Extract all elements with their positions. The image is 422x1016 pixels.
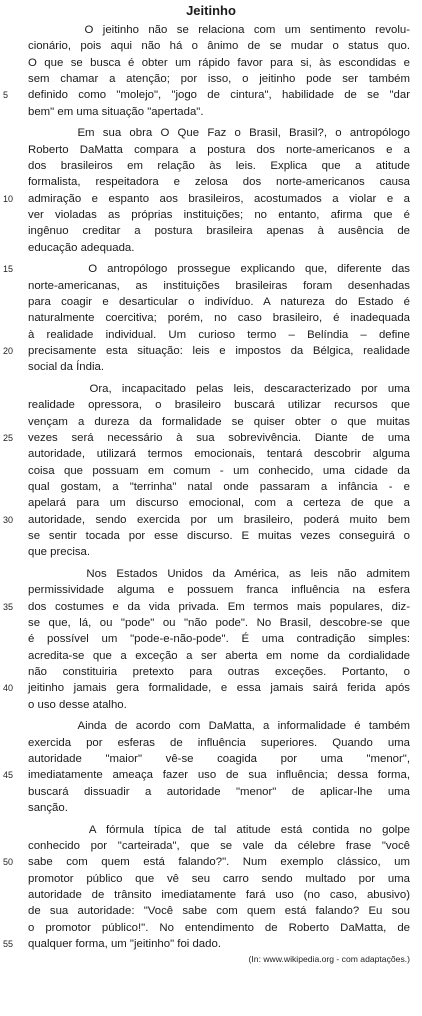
text-line: precisamente esta situação: leis e impostos da Bélgica, realidade xyxy=(28,345,410,358)
text-line: Nos Estados Unidos da América, as leis não admitem xyxy=(28,568,410,580)
text-line: dos brasileiros em relação às leis. Explica que a atitude xyxy=(28,160,410,172)
text-line: autoridade "maior" vê-se coagida por uma "menor", xyxy=(28,753,410,766)
text-line: buscará dissuadir a autoridade "menor" de aplicar-lhe uma xyxy=(28,785,410,798)
text-line: ingênuo creditar a postura brasileira apenas à ausência de xyxy=(28,225,410,238)
text-line: de sua autoridade: "Você sabe com quem está falando? Eu sou xyxy=(28,905,410,918)
text-line: apelará para um discurso emocional, com a certeza de que a xyxy=(28,497,410,510)
text-line: coisa que possuam em comum - um conhecido, uma cidade da xyxy=(28,464,410,477)
text-line: bem" em uma situação "apertada". xyxy=(28,105,204,118)
text-line: vençam a dureza da formalidade se quiser obter o que muitas xyxy=(28,415,410,428)
line-number: 35 xyxy=(3,601,14,612)
text-line: social da Índia. xyxy=(28,361,104,374)
line-number: 10 xyxy=(3,193,14,204)
text-line: cionário, pois aqui não há o ânimo de se mudar o status quo. xyxy=(28,40,410,53)
text-line: sabe com quem está falando?". Num exemplo clássico, um xyxy=(28,856,410,869)
text-line: o promotor público!". No entendimento de Roberto DaMatta, de xyxy=(28,921,410,934)
line-number: 20 xyxy=(3,346,14,357)
line-number: 15 xyxy=(3,264,14,275)
citation: (In: www.wikipedia.org - com adaptações.) xyxy=(248,954,410,965)
text-line: não constituiria pretexto para outras exceções. Portanto, o xyxy=(28,666,410,679)
text-line: ver violadas as próprias instituições; no entanto, afirma que é xyxy=(28,209,410,222)
text-line: se que, lá, ou "pode" ou "não pode". No Brasil, descobre-se que xyxy=(28,617,410,630)
text-line: O que se busca é obter um rápido favor para si, às escondidas e xyxy=(28,56,410,69)
text-line: definido como "molejo", "jogo de cintura", habilidade de se "dar xyxy=(28,89,410,102)
text-line: vezes será necessário à sua sobrevivência. Diante de uma xyxy=(28,432,410,444)
text-line: qual gostam, a "terrinha" natal onde passaram a infância - e xyxy=(28,481,410,494)
text-line: admiração e espanto aos brasileiros, acostumados a violar e a xyxy=(28,192,410,205)
text-line: promotor público que vê seu carro sendo multado por uma xyxy=(28,872,410,885)
text-line: é possível um "pode-e-não-pode". É uma contradição simples: xyxy=(28,633,410,646)
text-line: educação adequada. xyxy=(28,241,135,254)
line-number: 45 xyxy=(3,770,14,781)
text-line: o uso desse atalho. xyxy=(28,698,127,711)
text-line: imediatamente ameaça fazer uso de sua influência; dessa forma, xyxy=(28,769,410,782)
text-line: norte-americanas, as instituições brasileiras foram desenhadas xyxy=(28,279,410,292)
closing-line: qualquer forma, um "jeitinho" foi dado. xyxy=(28,938,221,951)
text-line: à realidade individual. Um curioso termo – Belíndia – define xyxy=(28,328,410,341)
text-line: A fórmula típica de tal atitude está contida no golpe xyxy=(28,823,410,836)
line-number: 25 xyxy=(3,433,14,443)
line-number: 5 xyxy=(3,90,9,101)
text-line: autoridade de trânsito imediatamente fará uso (no caso, abusivo) xyxy=(28,889,410,902)
text-line: jeitinho jamais gera formalidade, e essa jamais sairá ferida após xyxy=(28,682,410,695)
text-line: acredita-se que a exceção a ser aberta em nome da cordialidade xyxy=(28,649,410,662)
line-number: 30 xyxy=(3,514,14,525)
text-line: autoridade, sendo exercida por um brasileiro, poderá muito bem xyxy=(28,513,410,526)
line-number: 55 xyxy=(3,939,14,950)
text-line: conhecido por "carteirada", que se vale da célebre frase "você xyxy=(28,840,410,852)
text-line: Em sua obra O Que Faz o Brasil, Brasil?, o antropólogo xyxy=(28,127,410,140)
text-line: sanção. xyxy=(28,802,68,815)
text-line: que precisa. xyxy=(28,546,91,559)
text-line: autoridade, utilizará termos emocionais, tentará descobrir alguma xyxy=(28,448,410,461)
text-line: Ora, incapacitado pelas leis, descaracterizado por uma xyxy=(28,382,410,395)
text-line: naturalmente coercitiva; porém, no caso brasileiro, é inadequada xyxy=(28,312,410,325)
text-line: exercida por esferas de influência superiores. Quando uma xyxy=(28,736,410,749)
text-line: Ainda de acordo com DaMatta, a informalidade é também xyxy=(28,720,410,733)
text-line: permissividade alguma e possuem franca influência na esfera xyxy=(28,584,410,597)
text-line: sem chamar a atenção; por isso, o jeitinho pode ser também xyxy=(28,73,410,86)
text-line: dos costumes e da vida privada. Em termos mais populares, diz- xyxy=(28,600,410,613)
line-number: 50 xyxy=(3,857,14,868)
text-line: se sentir tocada por esse discurso. E muitas vezes conseguirá o xyxy=(28,530,410,543)
text-line: O antropólogo prossegue explicando que, diferente das xyxy=(28,263,410,276)
line-number: 40 xyxy=(3,683,14,694)
text-line: formalista, respeitadora e zelosa dos norte-americanos causa xyxy=(28,176,410,189)
text-line: realidade opressora, o brasileiro buscará utilizar recursos que xyxy=(28,399,410,412)
text-line: para coagir e desarticular o indivíduo. A natureza do Estado é xyxy=(28,296,410,308)
text-line: Roberto DaMatta compara a postura dos norte-americanos e a xyxy=(28,143,410,156)
document-title: Jeitinho xyxy=(186,3,236,18)
text-line: O jeitinho não se relaciona com um sentimento revolu- xyxy=(28,24,410,36)
